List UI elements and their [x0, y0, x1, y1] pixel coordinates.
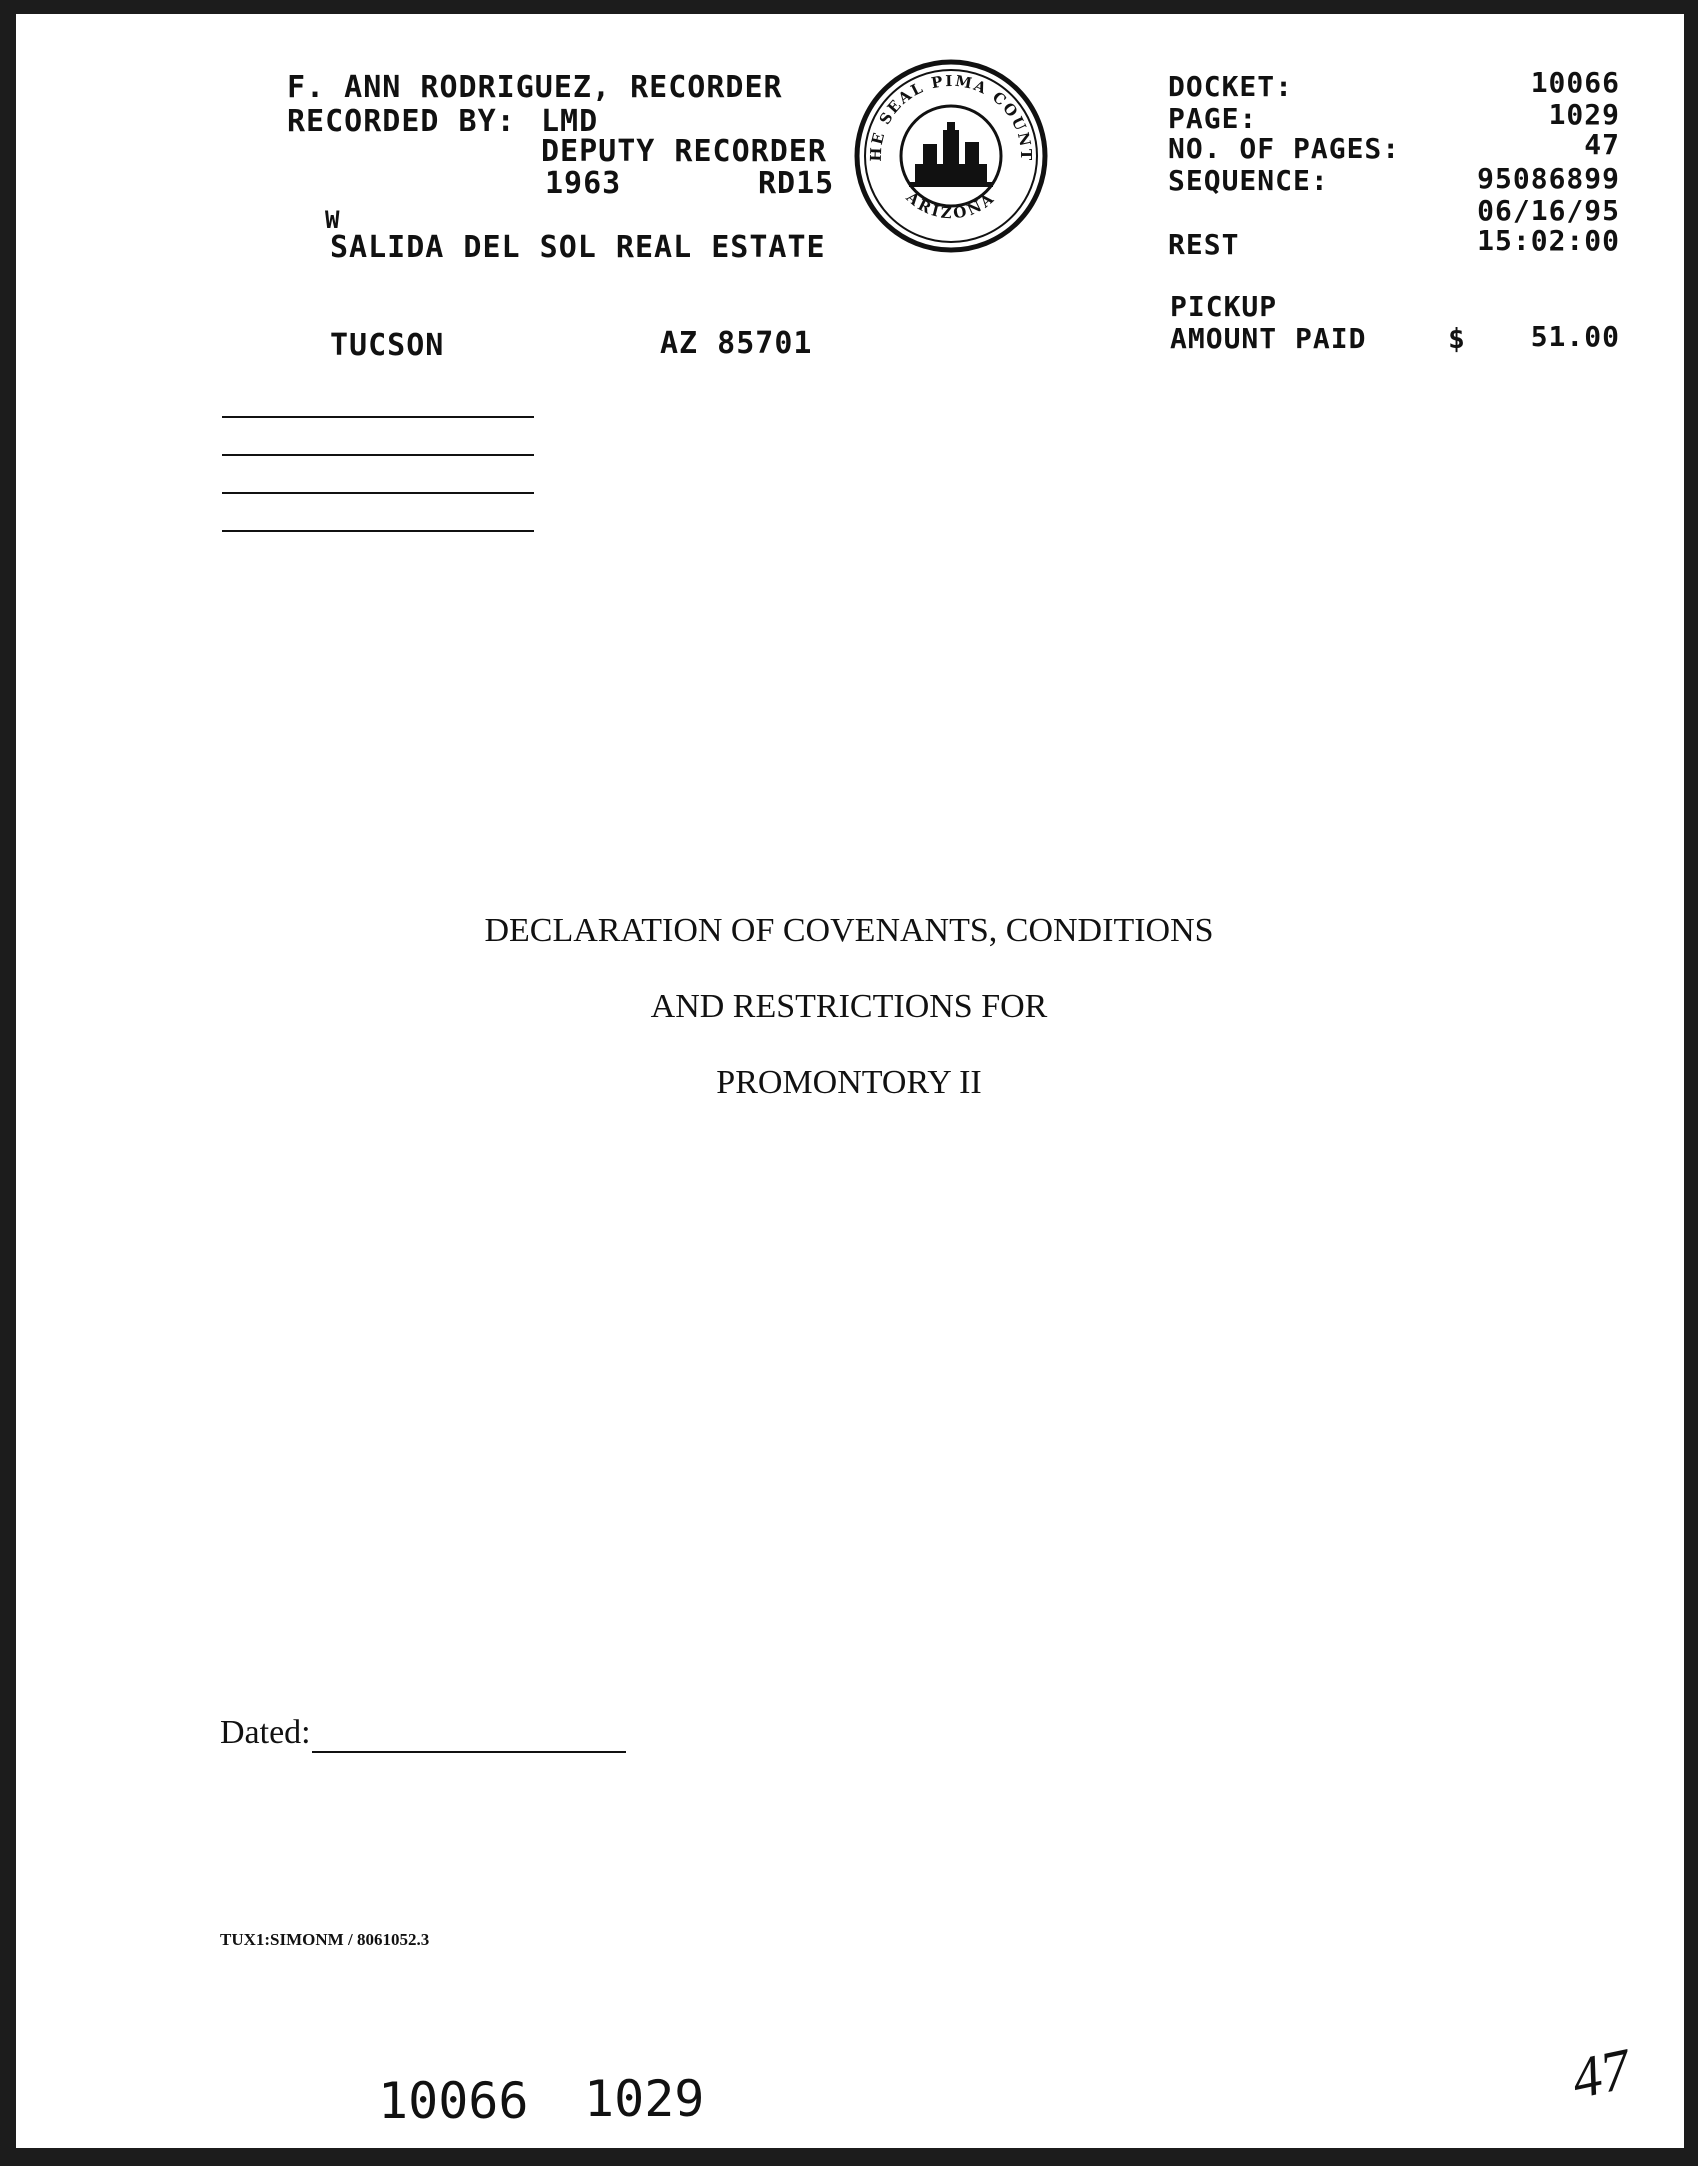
bottom-docket-number: 10066 — [378, 2072, 529, 2130]
amount-paid-label: AMOUNT PAID — [1170, 322, 1367, 355]
scan-border-top — [0, 0, 1698, 14]
bottom-page-number: 1029 — [584, 2070, 705, 2128]
address-line-2 — [222, 454, 534, 456]
dated-label: Dated: — [220, 1714, 311, 1751]
recorder-code-1: 1963 — [545, 166, 622, 201]
pickup-label: PICKUP — [1170, 290, 1278, 323]
rest-label: REST — [1168, 228, 1240, 261]
recorder-name: F. ANN RODRIGUEZ, RECORDER — [287, 70, 783, 105]
recorded-by-value: LMD — [541, 104, 599, 139]
deputy-recorder: DEPUTY RECORDER — [541, 134, 827, 169]
company-name: SALIDA DEL SOL REAL ESTATE — [330, 230, 826, 265]
docket-label: DOCKET: — [1168, 70, 1294, 103]
page-value: 1029 — [1548, 98, 1620, 131]
num-pages-label: NO. OF PAGES: — [1168, 132, 1401, 165]
city: TUCSON — [330, 328, 445, 363]
sequence-label: SEQUENCE: — [1168, 164, 1329, 197]
seal-text-top: HE SEAL PIMA COUNT — [866, 71, 1036, 163]
address-line-4 — [222, 530, 534, 532]
document-title-line-1: DECLARATION OF COVENANTS, CONDITIONS — [484, 912, 1214, 949]
svg-text:ARIZONA — [902, 187, 999, 222]
docket-value: 10066 — [1530, 66, 1620, 99]
document-title-line-3: PROMONTORY II — [716, 1064, 982, 1101]
seal-text-bottom: ARIZONA — [902, 188, 1000, 223]
state-zip: AZ 85701 — [660, 326, 813, 361]
record-time: 15:02:00 — [1477, 224, 1620, 257]
w-mark: W — [325, 206, 341, 234]
recorded-by-label: RECORDED BY: — [287, 104, 516, 139]
handwritten-page-count: 47 — [1565, 2035, 1637, 2112]
scan-border-bottom — [0, 2148, 1698, 2166]
document-title-line-2: AND RESTRICTIONS FOR — [650, 988, 1048, 1025]
file-reference: TUX1:SIMONM / 8061052.3 — [220, 1930, 430, 1949]
address-line-3 — [222, 492, 534, 494]
dated-line — [312, 1751, 626, 1753]
amount-paid-value: 51.00 — [1530, 320, 1620, 353]
recorder-code-2: RD15 — [758, 166, 835, 201]
address-line-1 — [222, 416, 534, 418]
page-label: PAGE: — [1168, 102, 1258, 135]
seal-icon — [853, 58, 1049, 254]
num-pages-value: 47 — [1584, 128, 1620, 161]
record-date: 06/16/95 — [1477, 194, 1620, 227]
sequence-value: 95086899 — [1477, 162, 1620, 195]
county-seal — [853, 58, 1049, 254]
currency-symbol: $ — [1448, 322, 1466, 355]
